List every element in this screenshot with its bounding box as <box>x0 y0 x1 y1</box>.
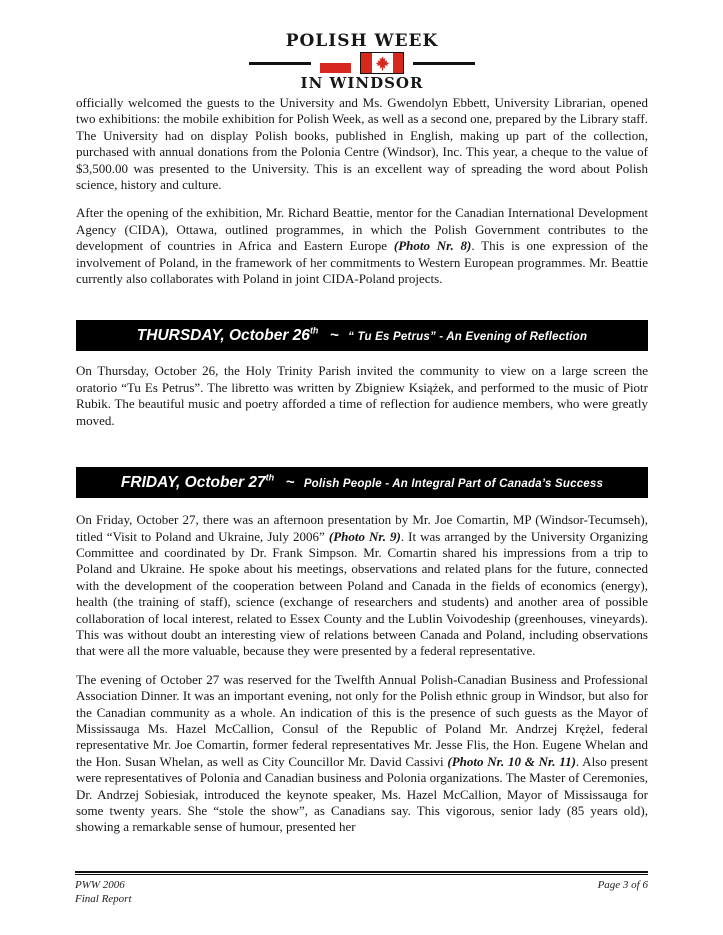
polish-flag-icon <box>320 53 351 73</box>
banner-day-text: FRIDAY, October 27 <box>120 474 266 492</box>
logo-title-top: POLISH WEEK <box>285 31 439 51</box>
banner-subtitle-text: Polish People - An Integral Part of Canada’s Success <box>303 478 604 491</box>
banner-day-text: THURSDAY, October 26 <box>136 327 310 345</box>
banner-ordinal: th <box>309 326 319 337</box>
maple-leaf-icon <box>375 56 390 71</box>
footer-page-number: Page 3 of 6 <box>597 879 648 891</box>
banner-separator: ~ <box>285 474 295 492</box>
paragraph-tu-es-petrus: On Thursday, October 26, the Holy Trinity Parish invited the community to view on a large screen the oratorio “Tu Es Petrus”. The libretto was written by Zbigniew Książek, and performed to the music of Piotr Rubik. The beautiful music and poetry afforded a time of reflection for audience members, who were greatly moved. <box>76 363 648 428</box>
banner-separator: ~ <box>329 327 339 345</box>
section-banner-thursday <box>76 320 648 351</box>
footer-rule <box>75 871 648 875</box>
section-banner-friday <box>76 467 648 498</box>
logo-rule-left <box>249 62 311 65</box>
logo-title-bottom: IN WINDSOR <box>300 74 424 92</box>
logo-rule-right <box>413 62 475 65</box>
canadian-flag-icon <box>360 52 404 74</box>
footer-doc-info <box>75 878 132 906</box>
paragraph-exhibitions: officially welcomed the guests to the University and Ms. Gwendolyn Ebbett, University Librarian, opened two exhibitions: the mobile exhibition for Polish Week, as well as a second one, prepared by the Library staff. The University had on display Polish books, published in English, making up part of the collection, purchased with annual donations from the Polonia Centre (Windsor), Inc. This year, a cheque to the value of $3,500.00 was presented to the University. This is an excellent way of spreading the word about Polish science, history and culture. <box>76 95 648 193</box>
banner-subtitle-text: “ Tu Es Petrus” - An Evening of Reflection <box>348 331 588 344</box>
paragraph-comartin: On Friday, October 27, there was an afternoon presentation by Mr. Joe Comartin, MP (Windsor-Tecumseh), titled “Visit to Poland and Ukraine, July 2006” (Photo Nr. 9). It was arranged by the University Organizing Committee and coordinated by Dr. Frank Simpson. Mr. Comartin shared his impressions from a trip to Poland and Ukraine. He spoke about his meetings, observations and related plans for the future, connected with the development of the cooperation between Poland and Canada in the fields of economics (energy), health (the training of staff), science (exchange of researchers and students) and another area of possible collaboration of local interest, related to Essex County and the Lublin Voivodeship (greenhouses, vineyards). This was without doubt an interesting view of relations between Canada and Poland, including observations that were all the more valuable, because they were presented by a federal representative. <box>76 512 649 659</box>
footer-doc-line2: Final Report <box>75 893 132 905</box>
page-footer <box>75 871 648 906</box>
polish-week-logo <box>76 31 648 91</box>
paragraph-cida: After the opening of the exhibition, Mr. Richard Beattie, mentor for the Canadian International Development Agency (CIDA), Ottawa, outlined programmes, in which the Polish Government contributes to the development of countries in Africa and Eastern Europe (Photo Nr. 8). This is one expression of the involvement of Poland, in the framework of her commitments to Western European programmes. Mr. Beattie currently also collaborates with Poland in joint CIDA-Poland projects. <box>76 205 649 287</box>
footer-doc-line1: PWW 2006 <box>75 879 125 891</box>
banner-ordinal: th <box>265 472 275 483</box>
logo-flag-row <box>76 52 648 74</box>
paragraph-dinner: The evening of October 27 was reserved for the Twelfth Annual Polish-Canadian Business and Professional Association Dinner. It was an important evening, not only for the Polish ethnic group in Windsor, but also for the Canadian community as a whole. An indication of this is the presence of such guests as the Mayor of Mississauga Ms. Hazel McCallion, Consul of the Republic of Poland Mr. Andrzej Krężel, federal representative Mr. Joe Comartin, former federal representatives Mr. Jesse Flis, the Hon. Eugene Whelan and the Hon. Susan Whelan, as well as City Councillor Mr. David Cassivi (Photo Nr. 10 & Nr. 11). Also present were representatives of Polonia and Canadian business and Polonia organizations. The Master of Ceremonies, Dr. Andrzej Sobiesiak, introduced the keynote speaker, Ms. Hazel McCallion, Mayor of Mississauga for some twenty years. She “stole the show”, as Canadians say. This vigorous, senior lady (85 years old), showing a remarkable sense of humour, presented her <box>76 671 649 835</box>
